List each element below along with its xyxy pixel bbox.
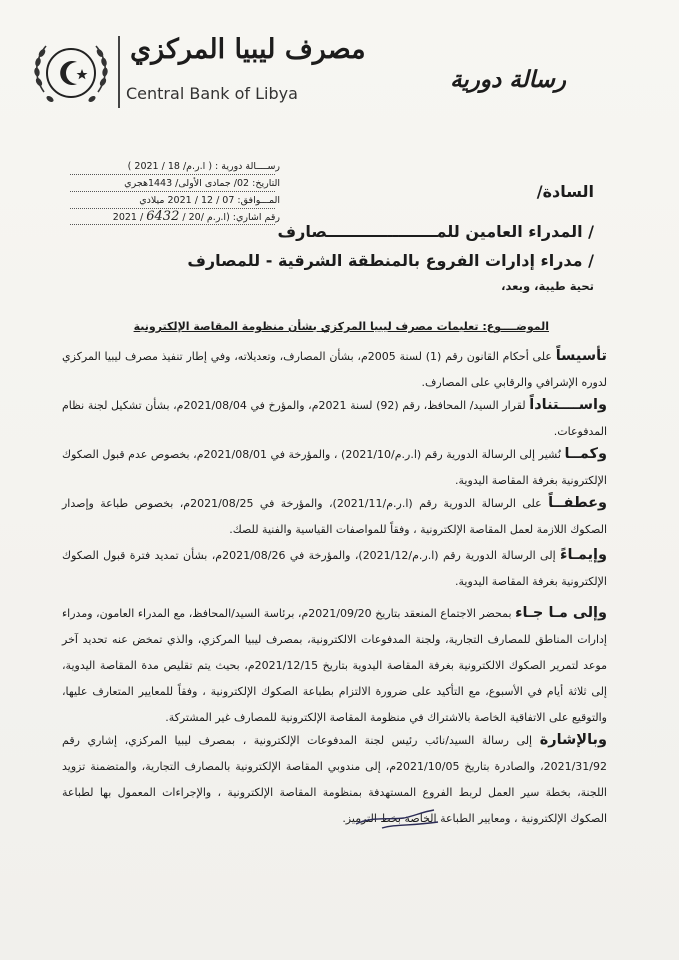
- paragraph-lead: وكمــا: [564, 446, 608, 462]
- handwritten-index-number: 6432: [146, 209, 180, 224]
- paragraph-text: لقرار السيد/ المحافظ، رقم (92) لسنة 2021م، والمؤرخ في 2021/08/04م، بشأن تشكيل لجنة نظام المدفوعات.: [62, 399, 607, 438]
- paragraph-text: على الرسالة الدورية رقم (ا.ر.م/2021/11)، والمؤرخة في 2021/08/25م، بخصوص طباعة وإصدار الصكوك اللازمة لعمل المقاصة الإلكترونية ، وفقاً للمواصفات القياسية والفنية للصك.: [62, 497, 607, 536]
- paragraph: [62, 542, 607, 595]
- paragraph-text: إلى رسالة السيد/نائب رئيس لجنة المدفوعات الإلكترونية ، بمصرف ليبيا المركزي، إشاري رقم 2021/31/92، والصادرة بتاريخ 2021/10/05م، إلى مندوبي المقاصة الإلكترونية بالمصارف التجارية، والمتضمنة تزويد اللجنة، بخطة سير العمل لربط الفروع المستهدفة بمنظومة المقاصة الإلكترونية ، والإجراءات المعمول بها لطباعة الصكوك الإلكترونية ، ومعايير الطباعة الخاصة بخط الترميز.: [62, 734, 607, 825]
- central-bank-emblem-icon: [30, 32, 112, 114]
- paragraph-text: إلى الرسالة الدورية رقم (ا.ر.م/2021/12)، والمؤرخة في 2021/08/26م، بشأن تمديد فترة قبول الصكوك الإلكترونية بغرفة المقاصة اليدوية.: [62, 549, 607, 588]
- bank-name-arabic: مصرف ليبيا المركزي: [130, 34, 366, 65]
- paragraph-lead: وعطفــاً: [548, 495, 607, 511]
- bank-name-english: Central Bank of Libya: [126, 84, 298, 103]
- index-number-label: رقم اشاري: (ا.ر.م /20 /: [182, 212, 280, 223]
- paragraph-lead: وإلى مـا جـاء: [515, 605, 608, 621]
- paragraph-text: بمحضر الاجتماع المنعقد بتاريخ 2021/09/20م، برئاسة السيد/المحافظ، مع المدراء العامون، ومدراء إدارات المناطق للمصارف التجارية، ولجنة المدفوعات الالكترونية، بمصرف ليبيا المركزي، والذي تمخض عنه تحديد آخر موعد لتمرير الصكوك الالكترونية بغرفة المقاصة اليدوية بتاريخ 2021/12/15م، بحيث يتم تقليص مدة المقاصة اليدوية، إلى ثلاثة أيام في الأسبوع، مع التأكيد على ضرورة الالتزام بطباعة الصكوك الإلكترونية ، وفقاً للمعايير المتعارف عليها، والتوقيع على الاتفاقية الخاصة بالاشتراك في منظومة المقاصة الإلكترونية للمصارف غير المشتركة.: [62, 607, 607, 724]
- addressee-branch-managers: / مدراء إدارات الفروع بالمنطقة الشرقية - للمصارف: [187, 251, 594, 270]
- gregorian-date: المـــوافق: 07 / 12 / 2021 ميلادي: [139, 195, 280, 206]
- document-type-title: رسالة دورية: [450, 66, 566, 93]
- index-number: [70, 209, 280, 224]
- subject-line: الموضــــوع: تعليمات مصرف ليبيا المركزي بشأن منظومة المقاصة الإلكترونية: [133, 320, 549, 333]
- paragraph-text: نُشير إلى الرسالة الدورية رقم (ا.ر.م/2021/10) ، والمؤرخة في 2021/08/01م، بخصوص عدم قبول الصكوك الإلكترونية بغرفة المقاصة اليدوية.: [62, 448, 607, 487]
- paragraph-lead: وإيمـاءً: [560, 547, 607, 563]
- salutation: السادة/: [536, 182, 594, 201]
- ref-underline: [70, 224, 275, 225]
- circular-number: رســــالة دورية : ( ا.ر.م/ 18 / 2021 ): [127, 161, 280, 172]
- paragraph: [62, 727, 607, 832]
- paragraph-lead: تأسيساً: [555, 348, 607, 364]
- paragraph: [62, 600, 607, 731]
- addressee-general-managers: / المدراء العامين للمــــــــــــــــــــصارف: [277, 222, 594, 241]
- index-number-year: / 2021: [112, 212, 144, 223]
- paragraph: [62, 441, 607, 494]
- greeting: تحية طيبة، وبعد،: [501, 279, 594, 293]
- ref-underline: [70, 174, 275, 175]
- paragraph-text: على أحكام القانون رقم (1) لسنة 2005م، بشأن المصارف، وتعديلاته، وفي إطار تنفيذ مصرف ليبيا المركزي لدوره الإشرافي والرقابي على المصارف.: [62, 350, 607, 389]
- handwritten-initial-mark: [352, 806, 442, 846]
- ref-underline: [70, 191, 275, 192]
- paragraph: [62, 392, 607, 445]
- logo-divider: [118, 36, 120, 108]
- paragraph-lead: وبالإشارة: [539, 732, 607, 748]
- paragraph: [62, 490, 607, 543]
- paragraph-lead: واســــتناداً: [529, 397, 607, 413]
- paragraph: [62, 343, 607, 396]
- hijri-date: التاريخ: 02/ جمادى الأولى/ 1443هجري: [124, 178, 280, 189]
